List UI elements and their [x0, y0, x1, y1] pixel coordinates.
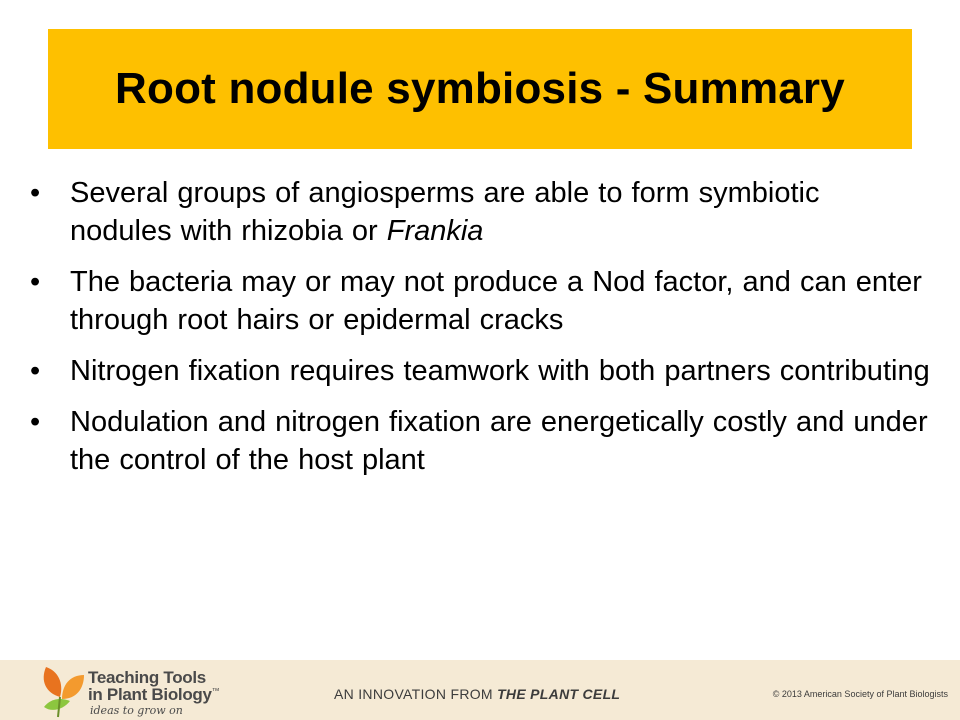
innovation-credit: AN INNOVATION FROM THE PLANT CELL: [334, 686, 621, 702]
bullet-marker: •: [30, 266, 41, 298]
bullet-item: [30, 263, 930, 339]
bullet-item: [30, 403, 930, 479]
bullet-marker: •: [30, 177, 41, 209]
bullet-marker: •: [30, 355, 41, 387]
bullet-item: [30, 352, 930, 390]
slide-title: Root nodule symbiosis - Summary: [115, 64, 845, 113]
bullet-text: Nitrogen fixation requires teamwork with both partners contributing: [70, 355, 930, 387]
bullet-item: [30, 174, 930, 250]
brand-name-line2: in Plant Biology™: [88, 685, 220, 704]
copyright-notice: © 2013 American Society of Plant Biologists: [772, 689, 948, 699]
title-banner: [48, 29, 912, 149]
bullet-text: The bacteria may or may not produce a Nod factor, and can enter through root hairs or epidermal cracks: [70, 266, 922, 336]
bullet-marker: •: [30, 406, 41, 438]
bullet-list: [30, 174, 930, 492]
leaf-logo-icon: [40, 663, 86, 719]
brand-name-line1: Teaching Tools: [88, 668, 206, 687]
brand-tagline: ideas to grow on: [90, 704, 183, 717]
bullet-text: Nodulation and nitrogen fixation are energetically costly and under the control of the host plant: [70, 406, 928, 476]
footer-band: [0, 660, 960, 720]
bullet-text: Several groups of angiosperms are able to form symbiotic nodules with rhizobia or Frankia: [70, 177, 820, 247]
